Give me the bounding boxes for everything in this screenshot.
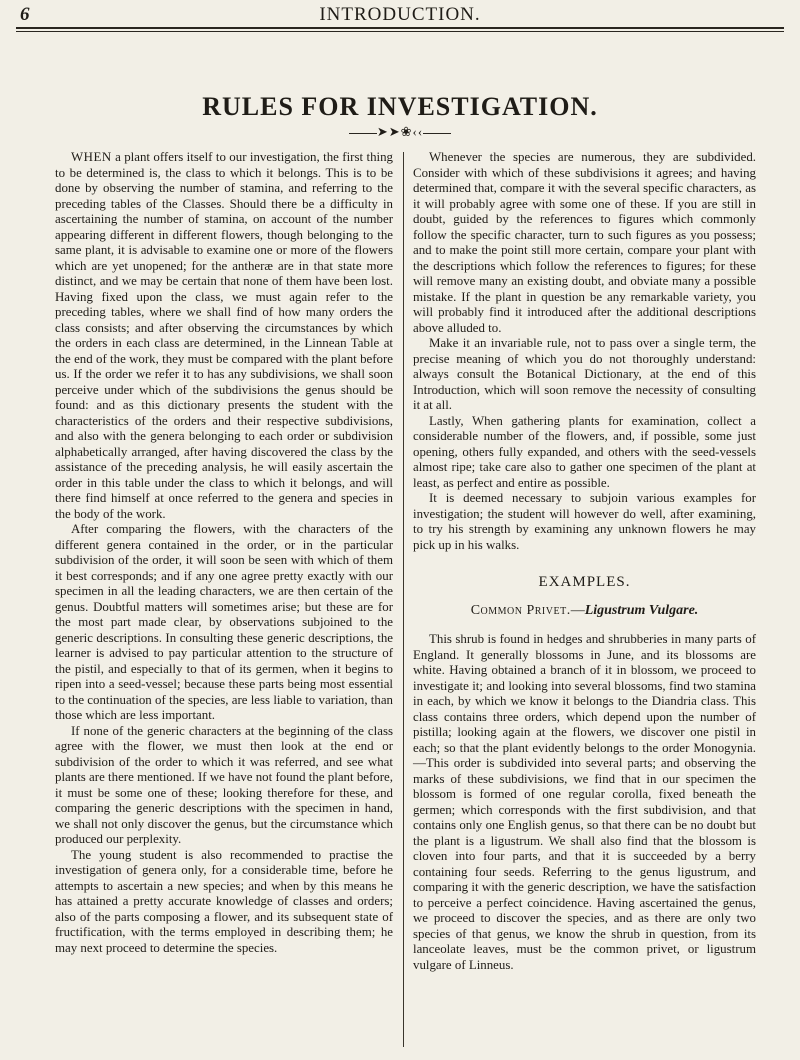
- paragraph: After comparing the flowers, with the characters of the different genera contained in the order, or in the particular subdivision of the order, it will soon be seen with which of them it best corresponds; and if any one agree pretty exactly with our specimen in all the leading characters, we are then certain of the genus. Doubtful matters will sometimes arise; but these are for the most part made clear, by observations subjoined to the generic descriptions. In consulting these generic descriptions, the learner is advised to pay particular attention to the structure of the pistil, and especially to that of its germen, when it begins to ripen into a seed-vessel; because these parts being most essential to the continuation of the species, are less liable to variation, than those which are less important.: [55, 522, 393, 722]
- opening-word: WHEN: [71, 150, 112, 164]
- column-divider: [403, 152, 404, 1047]
- paragraph: Make it an invariable rule, not to pass over a single term, the precise meaning of which you do not thoroughly understand: always consult the Botanical Dictionary, at the end of this Introduction, which will soon remove the necessity of consulting it at all.: [413, 336, 756, 412]
- example-paragraph: This shrub is found in hedges and shrubberies in many parts of England. It generally blossoms in June, and its blossoms are white. Having obtained a branch of it in blossom, we proceed to investigate it; and looking into several blossoms, find two stamina in each, by which we know it belongs to the Diandria class. This class contains three orders, which depend upon the number of pistilla; looking again at the flowers, we discover one pistil in each; so that the plant evidently belongs to the order Monogynia.—This order is subdivided into several parts; and observing the marks of these subdivisions, we find that in our specimen the blossom is formed of one regular corolla, fixed beneath the germen; which corresponds with the first subdivision, and that contains only one English genus, so that there can be no doubt but the plant is a ligustrum. We shall also find that the blossom is cloven into four parts, and that it is succeeded by a berry containing four seeds. Referring to the genus ligustrum, and comparing it with the generic description, we have the satisfaction to perceive a perfect coincidence. Having ascertained the genus, we proceed to discover the species, and as there are only two species of that genus, we know the shrub in question, from its lanceolate leaves, must be the common privet, or ligustrum vulgare of Linneus.: [413, 632, 756, 972]
- paragraph: WHEN a plant offers itself to our investigation, the first thing to be determined is, the class to which it belongs. This is to be done by observing the number of stamina, and referring to the preceding tables of the Classes. Should there be a difficulty in ascertaining the number of stamina, on account of the number appearing different in different flowers, though belonging to the same plant, it is advisable to examine one or more of the flowers which are yet unopened; for the antheræ are in that state more distinct, and we may be certain that none of them have been lost. Having fixed upon the class, we must again refer to the preceding tables, where we shall find of how many orders the class consists; and after observing the circumstances by which the orders in each class are determined, in the Linnean Table at the end of the work, they must be compared with the plant before us. If the order we refer it to has any subdivisions, we shall soon perceive under which of the subdivisions the genus should be found: and as this dictionary presents the student with the characteristics of the orders and their respective subdivisions, and also with the genera belonging to each order or subdivision alphabetically arranged, after having discovered the class by the assistance of the preceding analysis, he will easily ascertain the order in this table under the class to which it belongs, and will there find himself at once referred to the genera and species in the body of the work.: [55, 150, 393, 521]
- header-rule-thick: [16, 27, 784, 29]
- example-common-name: Common Privet.: [470, 602, 571, 618]
- example-latin-name: Ligustrum Vulgare.: [584, 602, 699, 618]
- running-head: [20, 4, 780, 24]
- header-rule-thin: [16, 31, 784, 32]
- left-column: [55, 150, 393, 956]
- running-title: INTRODUCTION.: [319, 4, 481, 25]
- paragraph: Lastly, When gathering plants for examination, collect a considerable number of the flowers, and, if possible, some just opening, others fully expanded, and others with the seed-vessels almost ripe; take care also to gather one specimen of the plant at least, as perfect and entire as possible.: [413, 413, 756, 490]
- examples-heading: EXAMPLES.: [538, 574, 631, 590]
- paragraph: The young student is also recommended to practise the investigation of genera only, for a considerable time, before he attempts to ascertain a new species; and when by this means he has attained a pretty accurate knowledge of classes and orders; also of the parts composing a flower, and its subsequent state of fructification, with the terms employed in describing them; he may next proceed to determine the species.: [55, 847, 393, 955]
- example-separator: —: [570, 602, 585, 618]
- right-column: [413, 150, 756, 973]
- paragraph: It is deemed necessary to subjoin various examples for investigation; the student will however do well, after examining, to try his strength by examining any unknown flowers he may pick up in his walks.: [413, 491, 756, 552]
- ornament-divider: ➤➤❀‹‹: [0, 124, 800, 140]
- page-number: 6: [20, 4, 30, 25]
- section-title: RULES FOR INVESTIGATION.: [202, 92, 598, 121]
- paragraph: If none of the generic characters at the beginning of the class agree with the flower, we must then look at the end or subdivision of the order to which it was referred, and see what plants are there mentioned. If we have not found the plant before, it must be some one of these; looking therefore for these, and comparing the generic descriptions with the specimen in hand, we shall not only discover the genus, but the circumstance which produced our perplexity.: [55, 723, 393, 846]
- paragraph: Whenever the species are numerous, they are subdivided. Consider with which of these subdivisions it agrees; and having determined that, compare it with the several specific characters, as it will probably agree with some one of these. If you are still in doubt, guided by the references to figures which commonly follow the specific character, turn to such figures as you possess; and to make the point still more certain, compare your plant with the descriptions which follow the references to figures; for these will remove many an existing doubt, and obviate many a possible mistake. If the plant in question be any remarkable variety, you will probably find it introduced after the additional descriptions above alluded to.: [413, 150, 756, 335]
- example-title: [413, 603, 756, 619]
